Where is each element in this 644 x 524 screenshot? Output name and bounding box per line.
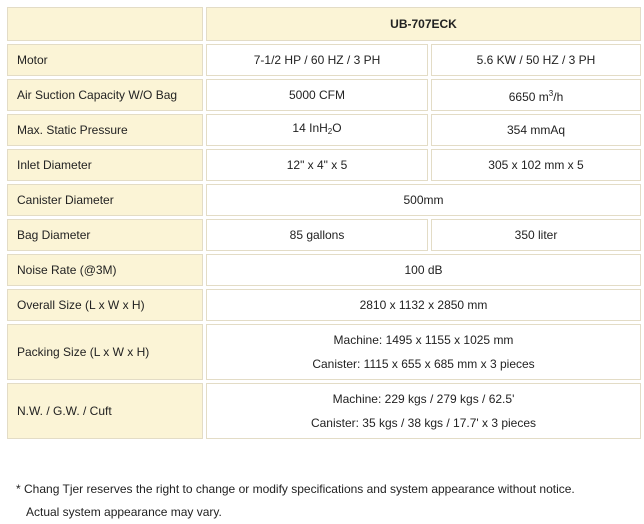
table-row	[7, 114, 641, 146]
air-suction-metric-unit: /h	[553, 89, 564, 104]
bag-diameter-metric: 350 liter	[431, 219, 641, 251]
noise-rate-value: 100 dB	[206, 254, 641, 286]
table-row	[7, 184, 641, 216]
static-pressure-metric: 354 mmAq	[431, 114, 641, 146]
packing-size-machine: Machine: 1495 x 1155 x 1025 mm	[333, 333, 514, 347]
bag-diameter-imperial: 85 gallons	[206, 219, 428, 251]
static-pressure-imperial	[206, 114, 428, 146]
overall-size-value: 2810 x 1132 x 2850 mm	[206, 289, 641, 321]
air-suction-imperial: 5000 CFM	[206, 79, 428, 111]
disclaimer-line-2: Actual system appearance may vary.	[26, 505, 222, 519]
table-row	[7, 149, 641, 181]
row-label-inlet-diameter: Inlet Diameter	[7, 149, 203, 181]
row-label-weight: N.W. / G.W. / Cuft	[7, 383, 203, 439]
motor-metric: 5.6 KW / 50 HZ / 3 PH	[431, 44, 641, 76]
spec-table	[4, 4, 644, 442]
table-row	[7, 289, 641, 321]
inlet-diameter-metric: 305 x 102 mm x 5	[431, 149, 641, 181]
air-suction-metric-value: 6650 m	[508, 89, 549, 104]
packing-size-value	[206, 324, 641, 380]
table-row	[7, 79, 641, 111]
table-row	[7, 44, 641, 76]
row-label-packing-size: Packing Size (L x W x H)	[7, 324, 203, 380]
static-pressure-imperial-value: 14 InH	[292, 121, 328, 135]
packing-size-canister: Canister: 1115 x 655 x 685 mm x 3 pieces	[312, 357, 535, 371]
table-row	[7, 254, 641, 286]
inlet-diameter-imperial: 12" x 4" x 5	[206, 149, 428, 181]
row-label-canister-diameter: Canister Diameter	[7, 184, 203, 216]
table-row	[7, 219, 641, 251]
disclaimer-line-1: * Chang Tjer reserves the right to change or modify specifications and system appearance without notice.	[16, 482, 575, 496]
row-label-noise-rate: Noise Rate (@3M)	[7, 254, 203, 286]
air-suction-metric	[431, 79, 641, 111]
row-label-air-suction: Air Suction Capacity W/O Bag	[7, 79, 203, 111]
model-header: UB-707ECK	[206, 7, 641, 41]
weight-machine: Machine: 229 kgs / 279 kgs / 62.5'	[332, 392, 515, 406]
header-blank-cell	[7, 7, 203, 41]
motor-imperial: 7-1/2 HP / 60 HZ / 3 PH	[206, 44, 428, 76]
canister-diameter-value: 500mm	[206, 184, 641, 216]
static-pressure-imperial-unit: O	[332, 121, 342, 135]
row-label-bag-diameter: Bag Diameter	[7, 219, 203, 251]
table-row	[7, 383, 641, 439]
row-label-motor: Motor	[7, 44, 203, 76]
table-header-row	[7, 7, 641, 41]
cubic-superscript: 3	[548, 88, 554, 98]
water-subscript: 2	[327, 127, 333, 136]
weight-value	[206, 383, 641, 439]
table-row	[7, 324, 641, 380]
row-label-static-pressure: Max. Static Pressure	[7, 114, 203, 146]
disclaimer	[16, 478, 575, 524]
weight-canister: Canister: 35 kgs / 38 kgs / 17.7' x 3 pieces	[310, 416, 537, 430]
row-label-overall-size: Overall Size (L x W x H)	[7, 289, 203, 321]
